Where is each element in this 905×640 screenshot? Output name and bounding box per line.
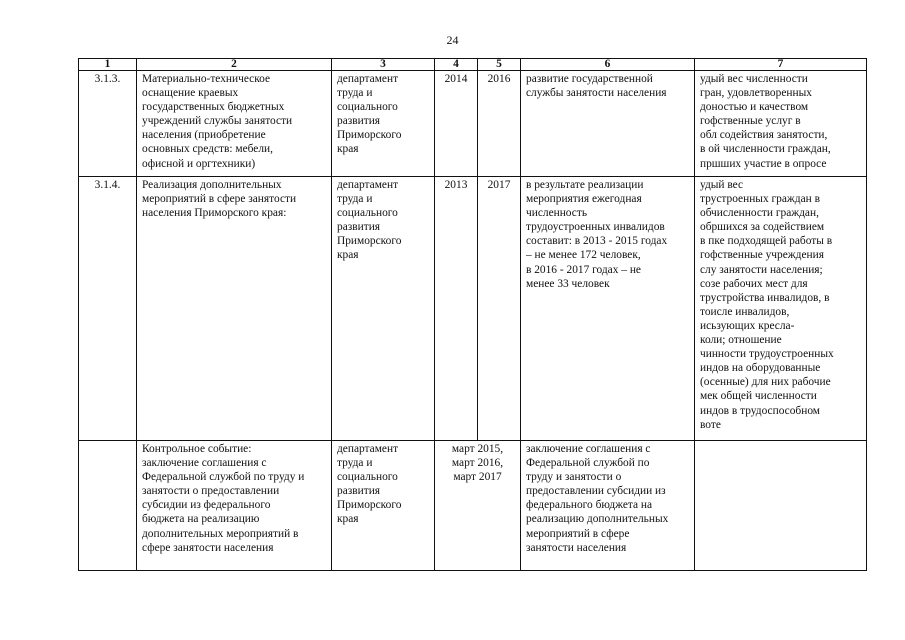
text-line: трустройства инвалидов, в (700, 291, 830, 304)
text-line: основных средств: мебели, (142, 143, 273, 156)
text-line: сфере занятости населения (142, 541, 274, 554)
text-line: социального (337, 207, 398, 220)
text-line: обл содействия занятости, (700, 129, 828, 142)
text-line: индов в трудоспособном (700, 404, 821, 417)
executor-cell (332, 71, 435, 177)
text-line: индов на оборудованные (700, 362, 821, 375)
text-line: пршших участие в опросе (700, 157, 827, 170)
text-line: тоисле инвалидов, (700, 305, 790, 318)
text-line: дополнительных мероприятий в (142, 527, 299, 540)
text-line: Материально-техническое (142, 73, 271, 85)
text-line: занятости населения (526, 541, 627, 554)
column-header-5: 5 (478, 59, 521, 71)
executor-cell (332, 177, 435, 441)
text-line: удый вес численности (700, 73, 808, 85)
text-line: численность (526, 207, 588, 220)
end-year: 2017 (478, 177, 521, 441)
column-header-4: 4 (435, 59, 478, 71)
text-line: государственных бюджетных (142, 101, 285, 114)
text-line: социального (337, 471, 398, 484)
text-line: Федеральной службой по труду и (142, 471, 305, 484)
text-line: Приморского (337, 499, 402, 512)
column-header-6: 6 (521, 59, 695, 71)
text-line: края (337, 143, 359, 156)
text-line: труда и (337, 457, 373, 470)
text-line: Реализация дополнительных (142, 179, 282, 191)
text-line: края (337, 513, 359, 526)
text-line: гофственные услуг в (700, 115, 801, 128)
text-line: труду и занятости о (526, 471, 622, 484)
text-line: удый вес (700, 179, 744, 191)
text-line: созе рабочих мест для (700, 277, 808, 290)
column-header-2: 2 (137, 59, 332, 71)
text-line: в 2016 - 2017 годах – не (526, 263, 641, 276)
item-number (79, 441, 137, 571)
text-line: мероприятия ежегодная (526, 193, 642, 206)
text-line: воте (700, 418, 721, 431)
text-line: обршихся за содействием (700, 221, 825, 234)
text-line: труда и (337, 193, 373, 206)
item-number: 3.1.4. (79, 177, 137, 441)
text-line: субсидии из федерального (142, 499, 271, 512)
text-line: занятости о предоставлении (142, 485, 280, 498)
column-header-1: 1 (79, 59, 137, 71)
text-line: в пке подходящей работы в (700, 235, 833, 248)
text-line: (осенные) для них рабочие (700, 376, 831, 389)
text-line: Контрольное событие: (142, 443, 252, 455)
text-line: развития (337, 221, 381, 234)
text-line: март 2017 (453, 471, 502, 484)
activity-cell (137, 441, 332, 571)
end-year: 2016 (478, 71, 521, 177)
text-line: Федеральной службой по (526, 457, 650, 470)
text-line: в результате реализации (526, 179, 644, 191)
text-line: социального (337, 101, 398, 114)
text-line: в ой численности граждан, (700, 143, 831, 156)
header-row (79, 59, 867, 71)
text-line: департамент (337, 443, 399, 455)
text-line: развития (337, 485, 381, 498)
text-line: мероприятий в сфере (526, 527, 630, 540)
text-line: составит: в 2013 - 2015 годах (526, 235, 668, 248)
text-line: труда и (337, 87, 373, 100)
result-cell (521, 441, 695, 571)
text-line: Приморского (337, 235, 402, 248)
text-line: менее 33 человек (526, 277, 610, 290)
text-line: бюджета на реализацию (142, 513, 260, 526)
text-line: заключение соглашения с (526, 443, 651, 455)
text-line: мероприятий в сфере занятости (142, 193, 297, 206)
page-number: 24 (446, 33, 459, 47)
text-line: офисной и оргтехники) (142, 157, 256, 170)
text-line: мек общей численности (700, 390, 817, 403)
start-year: 2014 (435, 71, 478, 177)
text-line: март 2015, (451, 443, 504, 455)
text-line: учреждений службы занятости (142, 115, 293, 128)
text-line: гран, удовлетворенных (700, 87, 812, 100)
start-year: 2013 (435, 177, 478, 441)
text-line: предоставлении субсидии из (526, 485, 666, 498)
column-header-3: 3 (332, 59, 435, 71)
text-line: населения (приобретение (142, 129, 266, 142)
table-row-3-1-3 (79, 71, 867, 177)
text-line: доностью и качеством (700, 101, 809, 114)
text-line: коли; отношение (700, 334, 782, 347)
text-line: исьзующих кресла- (700, 319, 795, 332)
activity-plan-table (78, 58, 867, 571)
table-row-3-1-4 (79, 177, 867, 441)
text-line: Приморского (337, 129, 402, 142)
activity-cell (137, 177, 332, 441)
text-line: трудоустроенных инвалидов (526, 221, 665, 234)
text-line: реализацию дополнительных (526, 513, 669, 526)
text-line: службы занятости населения (526, 87, 667, 100)
result-cell (521, 177, 695, 441)
text-line: – не менее 172 человек, (526, 249, 641, 262)
activity-cell (137, 71, 332, 177)
executor-cell (332, 441, 435, 571)
text-line: чинности трудоустроенных (700, 348, 834, 361)
text-line: заключение соглашения с (142, 457, 267, 470)
text-line: департамент (337, 73, 399, 85)
item-number: 3.1.3. (79, 71, 137, 177)
text-line: департамент (337, 179, 399, 191)
indicator-cell (695, 71, 867, 177)
text-line: развития (337, 115, 381, 128)
text-line: гофственные учреждения (700, 249, 824, 262)
text-line: федерального бюджета на (526, 499, 653, 512)
text-line: населения Приморского края: (142, 207, 287, 220)
table-row-control-event (79, 441, 867, 571)
text-line: края (337, 249, 359, 262)
control-dates-cell (435, 441, 521, 571)
result-cell (521, 71, 695, 177)
text-line: слу занятости населения; (700, 263, 823, 276)
indicator-cell (695, 177, 867, 441)
text-line: оснащение краевых (142, 87, 239, 100)
text-line: развитие государственной (526, 73, 653, 85)
indicator-cell (695, 441, 867, 571)
text-line: трустроенных граждан в (700, 193, 820, 206)
column-header-7: 7 (695, 59, 867, 71)
text-line: обчисленности граждан, (700, 207, 819, 220)
text-line: март 2016, (451, 457, 504, 470)
